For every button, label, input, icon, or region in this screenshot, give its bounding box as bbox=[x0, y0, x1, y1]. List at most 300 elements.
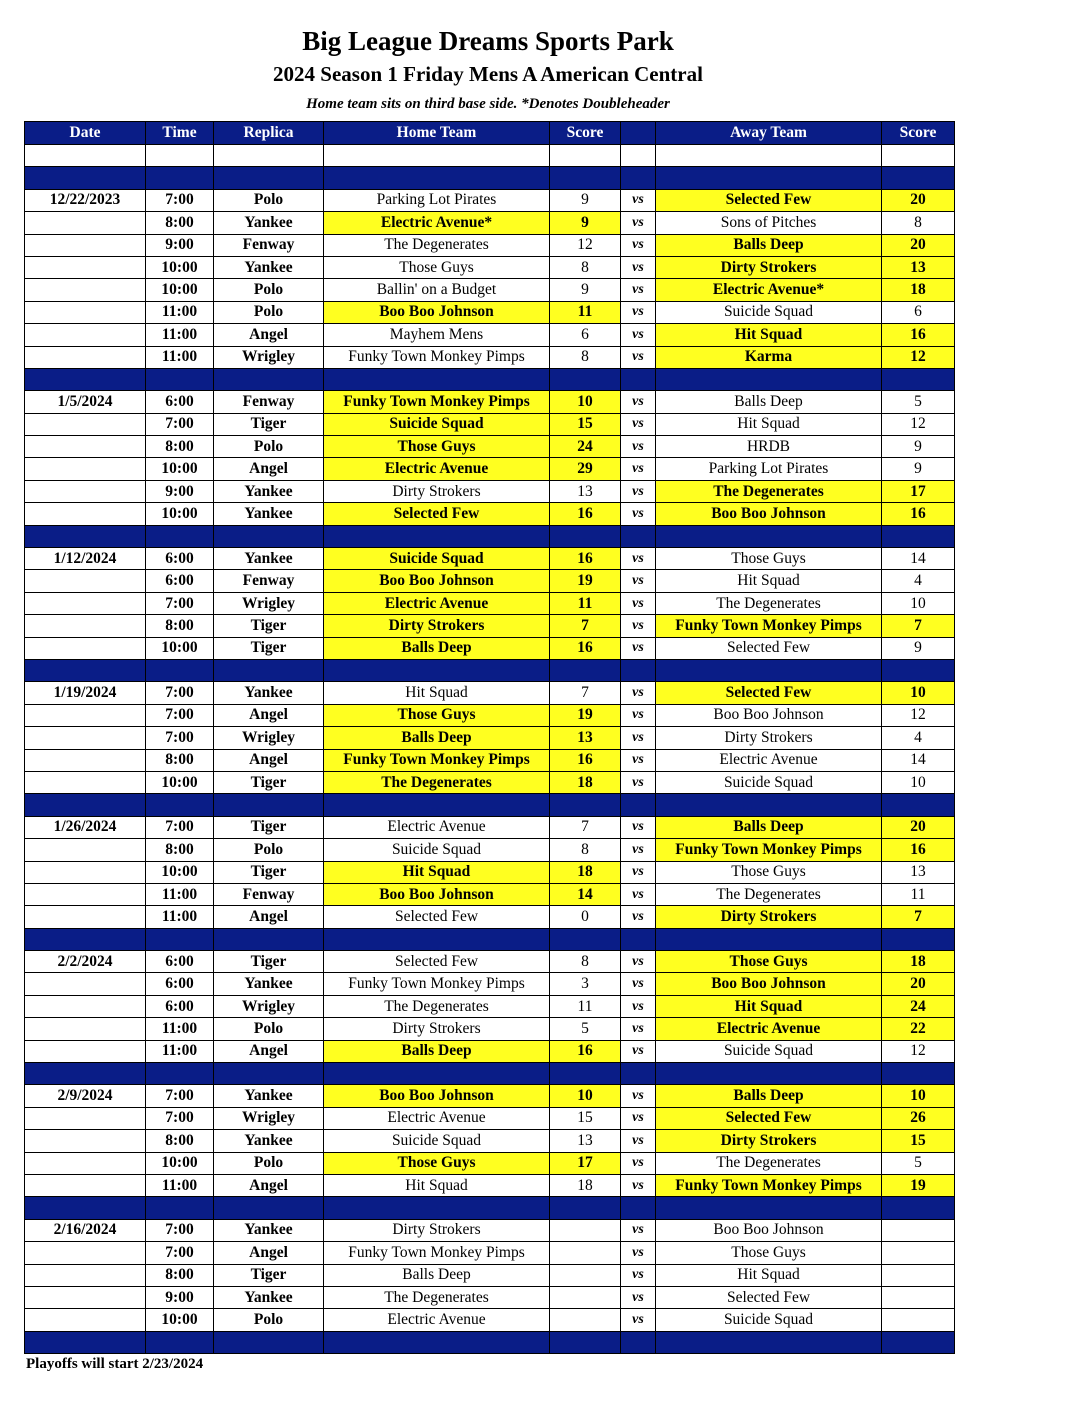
game-row bbox=[25, 480, 955, 502]
home-team: Funky Town Monkey Pimps bbox=[324, 1242, 550, 1264]
away-score: 9 bbox=[882, 458, 955, 480]
home-team: Electric Avenue bbox=[324, 592, 550, 614]
spacer-cell bbox=[656, 145, 882, 167]
home-team: The Degenerates bbox=[324, 995, 550, 1017]
home-score: 10 bbox=[550, 1085, 621, 1107]
field-name: Angel bbox=[214, 704, 324, 726]
away-score: 17 bbox=[882, 480, 955, 502]
away-score bbox=[882, 1309, 955, 1331]
vs-label: vs bbox=[621, 503, 656, 525]
home-score: 16 bbox=[550, 1040, 621, 1062]
spacer-cell bbox=[550, 1197, 621, 1219]
field-name: Polo bbox=[214, 301, 324, 323]
game-row bbox=[25, 995, 955, 1017]
away-score: 18 bbox=[882, 951, 955, 973]
field-name: Fenway bbox=[214, 883, 324, 905]
away-score: 20 bbox=[882, 973, 955, 995]
game-date bbox=[25, 1309, 146, 1331]
vs-label: vs bbox=[621, 1286, 656, 1308]
game-date bbox=[25, 615, 146, 637]
game-row bbox=[25, 1085, 955, 1107]
column-header-away-score: Score bbox=[882, 122, 955, 145]
away-team: Electric Avenue bbox=[656, 1018, 882, 1040]
field-name: Yankee bbox=[214, 1085, 324, 1107]
away-score: 10 bbox=[882, 771, 955, 793]
game-time: 7:00 bbox=[146, 1107, 214, 1129]
game-row bbox=[25, 637, 955, 659]
away-team: Balls Deep bbox=[656, 816, 882, 838]
spacer-cell bbox=[25, 368, 146, 390]
home-score: 13 bbox=[550, 1130, 621, 1152]
away-team: Karma bbox=[656, 346, 882, 368]
page-title: Big League Dreams Sports Park bbox=[302, 26, 674, 56]
home-team: Electric Avenue* bbox=[324, 212, 550, 234]
game-time: 10:00 bbox=[146, 503, 214, 525]
away-team: Balls Deep bbox=[656, 234, 882, 256]
away-team: Suicide Squad bbox=[656, 301, 882, 323]
game-row bbox=[25, 413, 955, 435]
game-time: 6:00 bbox=[146, 391, 214, 413]
game-date: 2/2/2024 bbox=[25, 951, 146, 973]
field-name: Angel bbox=[214, 458, 324, 480]
game-row bbox=[25, 212, 955, 234]
field-name: Yankee bbox=[214, 548, 324, 570]
spacer-cell bbox=[550, 1331, 621, 1353]
away-score: 14 bbox=[882, 548, 955, 570]
game-date bbox=[25, 637, 146, 659]
home-score bbox=[550, 1219, 621, 1241]
game-time: 7:00 bbox=[146, 727, 214, 749]
vs-label: vs bbox=[621, 1174, 656, 1196]
away-score: 16 bbox=[882, 503, 955, 525]
week-separator bbox=[25, 1331, 955, 1353]
game-row bbox=[25, 458, 955, 480]
home-score: 11 bbox=[550, 592, 621, 614]
home-score: 11 bbox=[550, 995, 621, 1017]
game-row bbox=[25, 816, 955, 838]
away-team: Selected Few bbox=[656, 1107, 882, 1129]
home-team: Suicide Squad bbox=[324, 839, 550, 861]
home-score bbox=[550, 1264, 621, 1286]
away-team: Those Guys bbox=[656, 1242, 882, 1264]
column-header-time: Time bbox=[146, 122, 214, 145]
spacer-cell bbox=[25, 1331, 146, 1353]
game-row bbox=[25, 570, 955, 592]
away-score: 16 bbox=[882, 839, 955, 861]
home-score: 16 bbox=[550, 637, 621, 659]
home-team: Selected Few bbox=[324, 951, 550, 973]
away-score: 9 bbox=[882, 637, 955, 659]
game-row bbox=[25, 1040, 955, 1062]
away-team: Dirty Strokers bbox=[656, 906, 882, 928]
away-score: 16 bbox=[882, 324, 955, 346]
game-date bbox=[25, 346, 146, 368]
spacer-cell bbox=[550, 145, 621, 167]
spacer-cell bbox=[324, 928, 550, 950]
home-score: 29 bbox=[550, 458, 621, 480]
away-score bbox=[882, 1219, 955, 1241]
away-team: Selected Few bbox=[656, 1286, 882, 1308]
spacer-cell bbox=[146, 525, 214, 547]
game-date bbox=[25, 1174, 146, 1196]
spacer-cell bbox=[882, 145, 955, 167]
away-score: 4 bbox=[882, 727, 955, 749]
away-team: Hit Squad bbox=[656, 570, 882, 592]
game-date bbox=[25, 1286, 146, 1308]
spacer-cell bbox=[146, 368, 214, 390]
field-name: Yankee bbox=[214, 1130, 324, 1152]
home-team: Balls Deep bbox=[324, 1264, 550, 1286]
home-team: Funky Town Monkey Pimps bbox=[324, 973, 550, 995]
away-team: Boo Boo Johnson bbox=[656, 704, 882, 726]
game-time: 9:00 bbox=[146, 1286, 214, 1308]
game-time: 11:00 bbox=[146, 1174, 214, 1196]
spacer-cell bbox=[882, 1063, 955, 1085]
field-name: Yankee bbox=[214, 503, 324, 525]
home-score: 7 bbox=[550, 816, 621, 838]
away-team: Selected Few bbox=[656, 637, 882, 659]
game-row bbox=[25, 256, 955, 278]
game-date: 2/16/2024 bbox=[25, 1219, 146, 1241]
game-time: 8:00 bbox=[146, 1130, 214, 1152]
vs-label: vs bbox=[621, 480, 656, 502]
home-score bbox=[550, 1309, 621, 1331]
game-time: 7:00 bbox=[146, 816, 214, 838]
home-team: Those Guys bbox=[324, 704, 550, 726]
spacer-cell bbox=[656, 1063, 882, 1085]
game-time: 10:00 bbox=[146, 458, 214, 480]
spacer-cell bbox=[882, 167, 955, 189]
home-team: The Degenerates bbox=[324, 771, 550, 793]
home-score: 15 bbox=[550, 1107, 621, 1129]
away-score: 5 bbox=[882, 391, 955, 413]
spacer-cell bbox=[656, 368, 882, 390]
vs-label: vs bbox=[621, 1242, 656, 1264]
game-row bbox=[25, 1242, 955, 1264]
vs-label: vs bbox=[621, 279, 656, 301]
game-time: 7:00 bbox=[146, 189, 214, 211]
spacer-cell bbox=[324, 368, 550, 390]
field-name: Wrigley bbox=[214, 995, 324, 1017]
home-team: Selected Few bbox=[324, 503, 550, 525]
spacer-cell bbox=[214, 167, 324, 189]
field-name: Yankee bbox=[214, 682, 324, 704]
game-date bbox=[25, 212, 146, 234]
spacer-cell bbox=[621, 1197, 656, 1219]
spacer-cell bbox=[324, 167, 550, 189]
spacer-cell bbox=[882, 525, 955, 547]
header-row bbox=[25, 122, 955, 145]
field-name: Wrigley bbox=[214, 727, 324, 749]
vs-label: vs bbox=[621, 861, 656, 883]
game-row bbox=[25, 1174, 955, 1196]
field-name: Tiger bbox=[214, 816, 324, 838]
footer-note: Playoffs will start 2/23/2024 bbox=[26, 1356, 204, 1372]
week-separator bbox=[25, 1063, 955, 1085]
game-date bbox=[25, 839, 146, 861]
away-team: The Degenerates bbox=[656, 480, 882, 502]
field-name: Wrigley bbox=[214, 346, 324, 368]
field-name: Yankee bbox=[214, 212, 324, 234]
schedule-body bbox=[25, 145, 955, 1354]
away-team: Hit Squad bbox=[656, 324, 882, 346]
away-team: Parking Lot Pirates bbox=[656, 458, 882, 480]
game-time: 11:00 bbox=[146, 346, 214, 368]
spacer-cell bbox=[324, 1331, 550, 1353]
game-time: 7:00 bbox=[146, 682, 214, 704]
home-score: 8 bbox=[550, 346, 621, 368]
field-name: Fenway bbox=[214, 391, 324, 413]
away-team: Selected Few bbox=[656, 189, 882, 211]
home-score: 16 bbox=[550, 749, 621, 771]
home-team: Those Guys bbox=[324, 256, 550, 278]
field-name: Yankee bbox=[214, 973, 324, 995]
game-date: 1/12/2024 bbox=[25, 548, 146, 570]
game-date bbox=[25, 234, 146, 256]
spacer-cell bbox=[882, 928, 955, 950]
game-date bbox=[25, 1242, 146, 1264]
field-name: Tiger bbox=[214, 951, 324, 973]
home-team: Those Guys bbox=[324, 436, 550, 458]
field-name: Tiger bbox=[214, 861, 324, 883]
away-team: Sons of Pitches bbox=[656, 212, 882, 234]
game-time: 11:00 bbox=[146, 1040, 214, 1062]
away-score: 10 bbox=[882, 1085, 955, 1107]
vs-label: vs bbox=[621, 256, 656, 278]
away-team: Those Guys bbox=[656, 951, 882, 973]
field-name: Polo bbox=[214, 436, 324, 458]
away-team: Suicide Squad bbox=[656, 771, 882, 793]
home-team: Electric Avenue bbox=[324, 1107, 550, 1129]
game-time: 7:00 bbox=[146, 1085, 214, 1107]
away-score: 9 bbox=[882, 436, 955, 458]
field-name: Tiger bbox=[214, 1264, 324, 1286]
vs-label: vs bbox=[621, 839, 656, 861]
vs-label: vs bbox=[621, 1264, 656, 1286]
game-row bbox=[25, 771, 955, 793]
vs-label: vs bbox=[621, 1130, 656, 1152]
home-team: Balls Deep bbox=[324, 727, 550, 749]
game-row bbox=[25, 704, 955, 726]
home-score bbox=[550, 1286, 621, 1308]
away-score: 19 bbox=[882, 1174, 955, 1196]
game-time: 10:00 bbox=[146, 861, 214, 883]
spacer-cell bbox=[621, 794, 656, 816]
vs-label: vs bbox=[621, 883, 656, 905]
away-team: Dirty Strokers bbox=[656, 1130, 882, 1152]
home-score: 12 bbox=[550, 234, 621, 256]
spacer-cell bbox=[324, 145, 550, 167]
game-date bbox=[25, 1130, 146, 1152]
field-name: Angel bbox=[214, 749, 324, 771]
spacer-cell bbox=[621, 1331, 656, 1353]
vs-label: vs bbox=[621, 301, 656, 323]
away-team: Dirty Strokers bbox=[656, 727, 882, 749]
vs-label: vs bbox=[621, 1040, 656, 1062]
game-time: 6:00 bbox=[146, 995, 214, 1017]
week-separator bbox=[25, 1197, 955, 1219]
field-name: Polo bbox=[214, 1309, 324, 1331]
spacer-cell bbox=[621, 145, 656, 167]
spacer-cell bbox=[214, 525, 324, 547]
game-date bbox=[25, 704, 146, 726]
field-name: Wrigley bbox=[214, 592, 324, 614]
vs-label: vs bbox=[621, 771, 656, 793]
home-score: 14 bbox=[550, 883, 621, 905]
vs-label: vs bbox=[621, 548, 656, 570]
game-row bbox=[25, 548, 955, 570]
week-separator bbox=[25, 659, 955, 681]
away-team: Selected Few bbox=[656, 682, 882, 704]
game-row bbox=[25, 346, 955, 368]
column-header-vs bbox=[621, 122, 656, 145]
game-date bbox=[25, 570, 146, 592]
game-time: 11:00 bbox=[146, 906, 214, 928]
away-score: 6 bbox=[882, 301, 955, 323]
home-team: Electric Avenue bbox=[324, 458, 550, 480]
home-team: Boo Boo Johnson bbox=[324, 883, 550, 905]
spacer-cell bbox=[621, 167, 656, 189]
away-score: 20 bbox=[882, 816, 955, 838]
home-team: Boo Boo Johnson bbox=[324, 570, 550, 592]
home-team: The Degenerates bbox=[324, 234, 550, 256]
home-score: 13 bbox=[550, 727, 621, 749]
home-team: Boo Boo Johnson bbox=[324, 301, 550, 323]
spacer-cell bbox=[550, 659, 621, 681]
spacer-cell bbox=[146, 1063, 214, 1085]
field-name: Angel bbox=[214, 1040, 324, 1062]
game-row bbox=[25, 861, 955, 883]
game-date bbox=[25, 1018, 146, 1040]
away-team: Boo Boo Johnson bbox=[656, 503, 882, 525]
game-date bbox=[25, 995, 146, 1017]
away-score: 4 bbox=[882, 570, 955, 592]
away-score bbox=[882, 1264, 955, 1286]
game-time: 7:00 bbox=[146, 704, 214, 726]
game-time: 8:00 bbox=[146, 749, 214, 771]
game-row bbox=[25, 839, 955, 861]
spacer-cell bbox=[550, 1063, 621, 1085]
home-score: 3 bbox=[550, 973, 621, 995]
game-date bbox=[25, 771, 146, 793]
spacer-cell bbox=[324, 794, 550, 816]
game-row bbox=[25, 279, 955, 301]
spacer-cell bbox=[146, 145, 214, 167]
vs-label: vs bbox=[621, 704, 656, 726]
home-team: Suicide Squad bbox=[324, 413, 550, 435]
spacer-cell bbox=[550, 928, 621, 950]
home-team: Suicide Squad bbox=[324, 548, 550, 570]
home-score: 24 bbox=[550, 436, 621, 458]
vs-label: vs bbox=[621, 727, 656, 749]
game-row bbox=[25, 503, 955, 525]
game-date bbox=[25, 503, 146, 525]
field-name: Polo bbox=[214, 1018, 324, 1040]
field-name: Yankee bbox=[214, 1286, 324, 1308]
game-time: 11:00 bbox=[146, 1018, 214, 1040]
game-date bbox=[25, 592, 146, 614]
home-score: 17 bbox=[550, 1152, 621, 1174]
spacer-cell bbox=[882, 794, 955, 816]
spacer-cell bbox=[25, 1197, 146, 1219]
home-score: 6 bbox=[550, 324, 621, 346]
away-score: 10 bbox=[882, 592, 955, 614]
spacer-cell bbox=[146, 1331, 214, 1353]
away-score: 24 bbox=[882, 995, 955, 1017]
home-score: 11 bbox=[550, 301, 621, 323]
home-team: Ballin' on a Budget bbox=[324, 279, 550, 301]
spacer-cell bbox=[146, 794, 214, 816]
game-row bbox=[25, 391, 955, 413]
game-time: 10:00 bbox=[146, 637, 214, 659]
game-row bbox=[25, 906, 955, 928]
vs-label: vs bbox=[621, 413, 656, 435]
game-date bbox=[25, 727, 146, 749]
field-name: Polo bbox=[214, 189, 324, 211]
away-team: Suicide Squad bbox=[656, 1040, 882, 1062]
spacer-cell bbox=[214, 928, 324, 950]
home-score: 19 bbox=[550, 570, 621, 592]
spacer-cell bbox=[882, 1331, 955, 1353]
spacer-cell bbox=[146, 659, 214, 681]
game-time: 6:00 bbox=[146, 951, 214, 973]
away-team: Funky Town Monkey Pimps bbox=[656, 839, 882, 861]
game-date bbox=[25, 301, 146, 323]
home-team: Balls Deep bbox=[324, 637, 550, 659]
game-row bbox=[25, 615, 955, 637]
away-score: 10 bbox=[882, 682, 955, 704]
home-score: 13 bbox=[550, 480, 621, 502]
home-team: The Degenerates bbox=[324, 1286, 550, 1308]
game-date bbox=[25, 279, 146, 301]
game-time: 7:00 bbox=[146, 592, 214, 614]
spacer-cell bbox=[214, 1197, 324, 1219]
home-team: Dirty Strokers bbox=[324, 1219, 550, 1241]
home-score: 5 bbox=[550, 1018, 621, 1040]
game-row bbox=[25, 727, 955, 749]
home-team: Funky Town Monkey Pimps bbox=[324, 391, 550, 413]
vs-label: vs bbox=[621, 1018, 656, 1040]
spacer-cell bbox=[214, 145, 324, 167]
away-team: Hit Squad bbox=[656, 995, 882, 1017]
away-team: Those Guys bbox=[656, 548, 882, 570]
spacer-cell bbox=[550, 167, 621, 189]
game-date bbox=[25, 480, 146, 502]
game-row bbox=[25, 1286, 955, 1308]
away-score: 12 bbox=[882, 346, 955, 368]
away-team: Electric Avenue* bbox=[656, 279, 882, 301]
away-score: 12 bbox=[882, 704, 955, 726]
game-date bbox=[25, 1152, 146, 1174]
field-name: Wrigley bbox=[214, 1107, 324, 1129]
spacer-cell bbox=[324, 525, 550, 547]
away-score: 13 bbox=[882, 256, 955, 278]
home-score: 18 bbox=[550, 861, 621, 883]
game-row bbox=[25, 951, 955, 973]
spacer-cell bbox=[146, 1197, 214, 1219]
week-separator bbox=[25, 794, 955, 816]
spacer-cell bbox=[656, 1331, 882, 1353]
away-team: Boo Boo Johnson bbox=[656, 1219, 882, 1241]
field-name: Polo bbox=[214, 1152, 324, 1174]
home-score: 9 bbox=[550, 189, 621, 211]
field-name: Fenway bbox=[214, 234, 324, 256]
game-time: 9:00 bbox=[146, 234, 214, 256]
home-team: Those Guys bbox=[324, 1152, 550, 1174]
away-team: HRDB bbox=[656, 436, 882, 458]
game-time: 10:00 bbox=[146, 771, 214, 793]
game-date bbox=[25, 973, 146, 995]
